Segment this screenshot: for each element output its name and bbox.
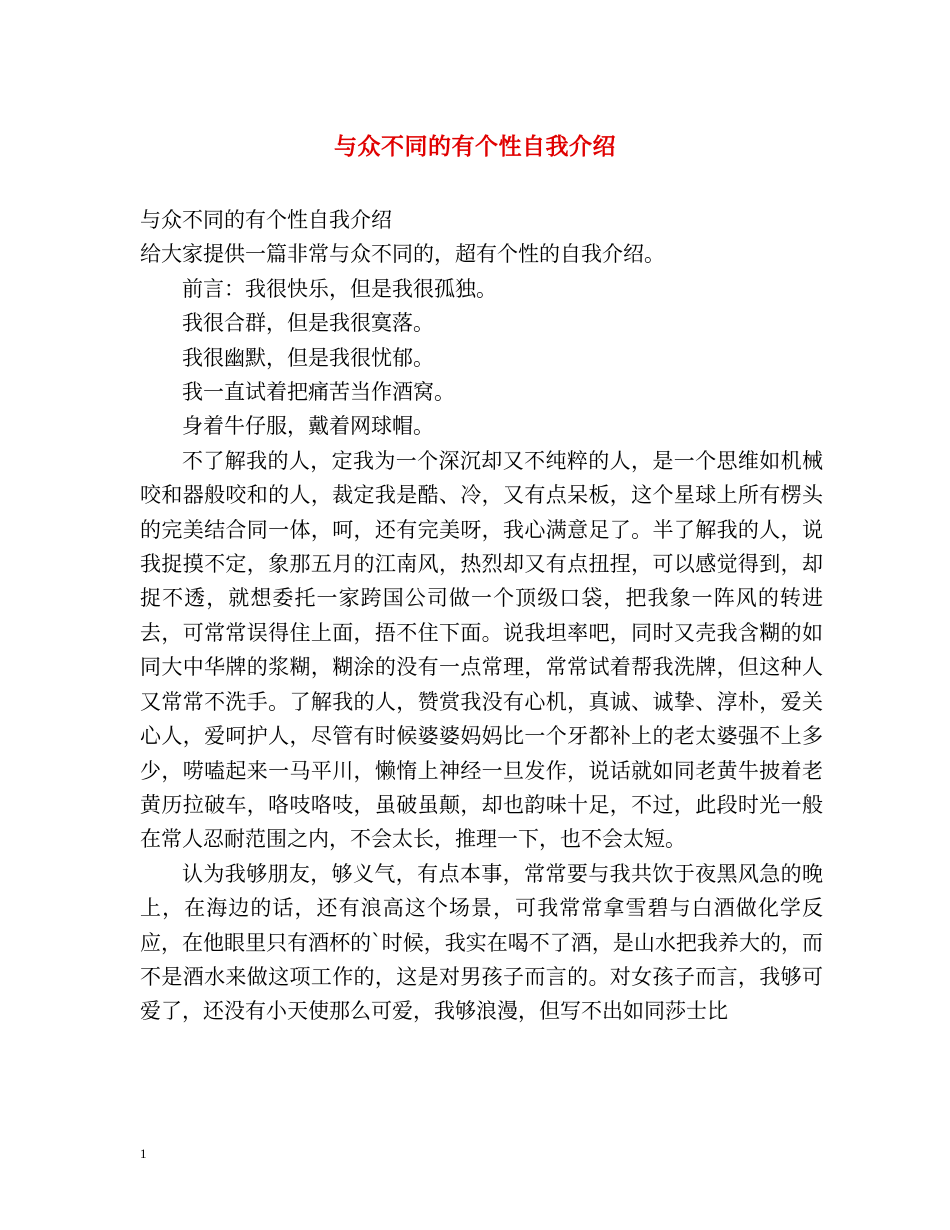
document-body	[140, 203, 823, 1029]
poem-line: 我很幽默，但是我很忧郁。	[182, 345, 434, 370]
body-paragraph: 不了解我的人，定我为一个深沉却又不纯粹的人，是一个思维如机械咬和器般咬和的人，裁定我是酷、冷，又有点呆板，这个星球上所有楞头的完美结合同一体，呵，还有完美呀，我心满意足了。半了解我的人，说我捉摸不定，象那五月的江南风，热烈却又有点扭捏，可以感觉得到，却捉不透，就想委托一家跨国公司做一个顶级口袋，把我象一阵风的转进去，可常常误得住上面，捂不住下面。说我坦率吧，同时又壳我含糊的如同大中华牌的浆糊，糊涂的没有一点常理，常常试着帮我洗牌，但这种人又常常不洗手。了解我的人，赞赏我没有心机，真诚、诚挚、淳朴，爱关心人，爱呵护人，尽管有时候婆婆妈妈比一个牙都补上的老太婆强不上多少，唠嗑起来一马平川，懒惰上神经一旦发作，说话就如同老黄牛披着老黄历拉破车，咯吱咯吱，虽破虽颠，却也韵味十足，不过，此段时光一般在常人忍耐范围之内，不会太长，推理一下，也不会太短。	[140, 448, 823, 852]
page-number: 1	[140, 1146, 147, 1161]
poem-line: 我一直试着把痛苦当作酒窝。	[182, 380, 455, 405]
poem-line: 身着牛仔服，戴着网球帽。	[182, 414, 434, 439]
poem-line: 前言：我很快乐，但是我很孤独。	[182, 276, 497, 301]
body-line: 与众不同的有个性自我介绍	[140, 208, 392, 232]
poem-line: 我很合群，但是我很寞落。	[182, 311, 434, 336]
body-line: 给大家提供一篇非常与众不同的，超有个性的自我介绍。	[140, 242, 665, 267]
document-title: 与众不同的有个性自我介绍	[334, 133, 616, 160]
body-paragraph: 认为我够朋友，够义气，有点本事，常常要与我共饮于夜黑风急的晚上，在海边的话，还有浪高这个场景，可我常常拿雪碧与白酒做化学反应，在他眼里只有酒杯的`时候，我实在喝不了酒，是山水把我养大的，而不是酒水来做这项工作的，这是对男孩子而言的。对女孩子而言，我够可爱了，还没有小天使那么可爱，我够浪漫，但写不出如同莎士比	[140, 861, 823, 1024]
